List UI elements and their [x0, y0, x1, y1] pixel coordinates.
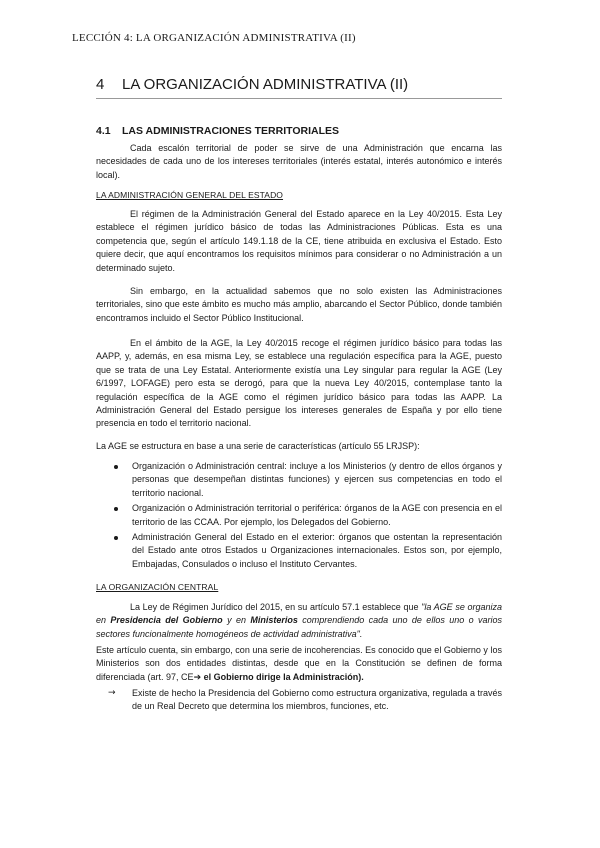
age-paragraph-2: Sin embargo, en la actualidad sabemos que no solo existen las Administraciones territoriales, sino que este ámbito es mucho más amplio, abarcando el Sector Público, donde también encontramos incluido el Sector Público Institucional.	[96, 286, 502, 323]
arrow-right-icon: →	[108, 688, 116, 698]
subheading-central: LA ORGANIZACIÓN CENTRAL	[96, 582, 219, 592]
chapter-title-text: LA ORGANIZACIÓN ADMINISTRATIVA (II)	[122, 76, 409, 93]
list-item	[110, 460, 502, 500]
age-paragraph-1: El régimen de la Administración General del Estado aparece en la Ley 40/2015. Esta Ley establece el régimen jurídico básico de todas las Administraciones Públicas. Esta es una competencia que, según el artículo 149.1.18 de la CE, tiene atribuida en exclusiva el Estado. Esto quiere decir, que aquí encontramos los requisitos mínimos para considerar o no Administración a un determinado sujeto.	[96, 209, 502, 273]
central-p2-lead: Este artículo cuenta, sin embargo, con una serie de incoherencias. Es conocido que el Gobierno y los Ministerios son dos entidades distintas, desde que en la Constitución se definen de forma diferenciada (art. 97, CE	[96, 645, 502, 682]
subheading-age: LA ADMINISTRACIÓN GENERAL DEL ESTADO	[96, 190, 284, 200]
central-p1-quote-e: comprendiendo cada uno de ellos uno o varios sectores funcionalmente homogéneos de actividad administrativa".	[96, 615, 502, 639]
central-p2-tail: el Gobierno dirige la Administración).	[201, 671, 364, 682]
bullet-icon	[114, 507, 118, 511]
list-item-text: Organización o Administración territorial o periférica: órganos de la AGE con presencia en el territorio de las CCAA. Por ejemplo, los Delegados del Gobierno.	[132, 503, 502, 527]
list-item-text: Organización o Administración central: incluye a los Ministerios (y dentro de ellos órganos y personas que desempeñan distintas funciones) y ejercen sus competencias en todo el territorio nacional.	[132, 461, 502, 498]
list-item	[110, 531, 502, 571]
arrow-item-text: Existe de hecho la Presidencia del Gobierno como estructura organizativa, regulada a través de un Real Decreto que determina los miembros, funciones, etc.	[132, 688, 502, 712]
chapter-number: 4	[96, 76, 105, 93]
chapter-title	[96, 76, 502, 99]
central-p1-quote-c: y en	[222, 615, 251, 626]
list-item-text: Administración General del Estado en el exterior: órganos que ostentan la representación del Estado ante otros Estados u Organizaciones internacionales. Estos son, por ejemplo, Embajadas, Consulados o incluso el Instituto Cervantes.	[132, 532, 502, 569]
running-header: LECCIÓN 4: LA ORGANIZACIÓN ADMINISTRATIVA (II)	[72, 32, 356, 44]
bullet-icon	[114, 536, 118, 540]
central-paragraph-2	[96, 644, 502, 685]
central-paragraph-1	[96, 601, 502, 641]
central-p1-quote-a: "la AGE se organiza en	[96, 602, 502, 626]
list-item	[110, 502, 502, 529]
intro-paragraph: Cada escalón territorial de poder se sirve de una Administración que encarna las necesidades de cada uno de los intereses territoriales (interés estatal, interés autonómico e interés local).	[96, 143, 502, 180]
central-p1-lead: La Ley de Régimen Jurídico del 2015, en su artículo 57.1 establece que	[130, 602, 422, 612]
central-p1-quote-b: Presidencia del Gobierno	[110, 615, 223, 626]
central-p1-quote-d: Ministerios	[250, 615, 298, 626]
bullet-icon	[114, 465, 118, 469]
age-paragraph-3: En el ámbito de la AGE, la Ley 40/2015 recoge el régimen jurídico básico para todas las AAPP, y, además, en esa misma Ley, se establece una regulación específica para la AGE, puesto que se trata de una Ley Estatal. Anteriormente existía una Ley singular para regular la AGE (Ley 6/1997, LOFAGE) pero esta se derogó, para que la nueva Ley 40/2015, contemplase tanto la regulación específica de la AGE como el régimen jurídico básico para todas las AAPP. La Administración General del Estado persigue los intereses generales de España y por ello tiene presencia en todo el territorio nacional.	[96, 338, 502, 429]
arrow-list-item	[108, 687, 502, 714]
age-paragraph-4: La AGE se estructura en base a una serie de características (artículo 55 LRJSP):	[96, 441, 420, 451]
section-title-text: LAS ADMINISTRACIONES TERRITORIALES	[122, 125, 340, 137]
section-number: 4.1	[96, 125, 111, 137]
right-arrow-icon: ➔	[193, 672, 202, 683]
section-title	[96, 125, 339, 137]
characteristics-list	[110, 460, 502, 573]
